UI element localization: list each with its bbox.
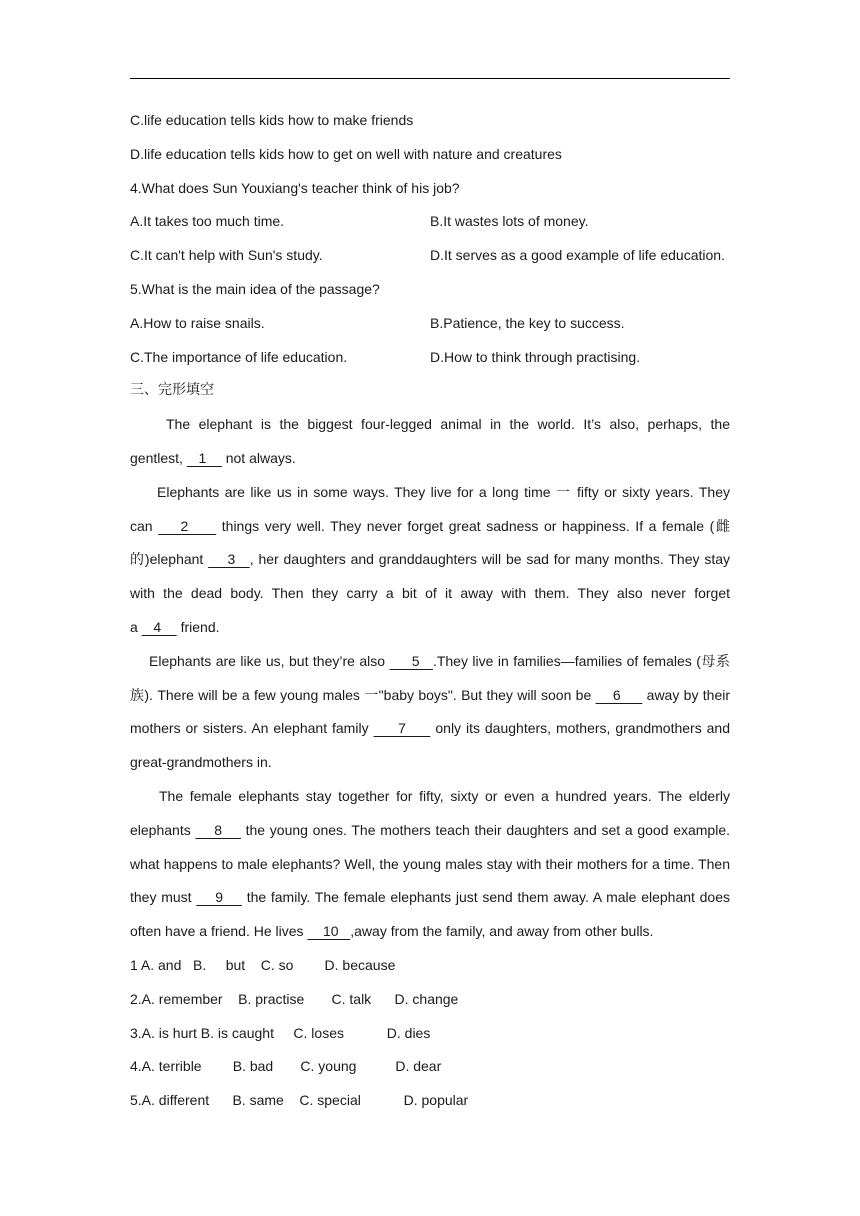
cloze-option-line: 1 A. and B. but C. so D. because bbox=[130, 956, 396, 973]
passage-line bbox=[130, 814, 730, 848]
question-line: 5.What is the main idea of the passage? bbox=[130, 280, 380, 297]
cloze-blank: 2 bbox=[158, 517, 217, 534]
passage-text: gentlest, bbox=[130, 449, 187, 466]
option-row bbox=[130, 307, 730, 341]
passage-text: ,away from the family, and away from other bulls. bbox=[350, 923, 654, 940]
passage-line bbox=[130, 442, 730, 476]
cloze-blank: 6 bbox=[595, 686, 643, 703]
cloze-option-line: 5.A. different B. same C. special D. popular bbox=[130, 1092, 469, 1109]
cloze-blank: 8 bbox=[195, 821, 241, 838]
option-row bbox=[130, 205, 730, 239]
cloze-option-line: 2.A. remember B. practise C. talk D. change bbox=[130, 990, 459, 1007]
passage-text: the young ones. The mothers teach their daughters and set a good example. bbox=[245, 821, 730, 838]
passage-text: Elephants are like us, but they’re also bbox=[149, 652, 390, 669]
passage-line bbox=[130, 611, 730, 645]
cloze-blank: 5 bbox=[389, 652, 433, 669]
passage-text: great-grandmothers in. bbox=[130, 754, 272, 771]
cloze-blank: 3 bbox=[208, 551, 250, 568]
passage-text: what happens to male elephants? Well, the young males stay with their mothers for a time. Then bbox=[130, 855, 730, 872]
option-right: B.It wastes lots of money. bbox=[430, 213, 589, 230]
passage-text: The elephant is the biggest four-legged animal in the world. It’s also, perhaps, the bbox=[166, 416, 730, 433]
passage-line bbox=[130, 645, 730, 679]
question-line: 4.What does Sun Youxiang's teacher think of his job? bbox=[130, 179, 460, 196]
cloze-blank: 1 bbox=[186, 449, 222, 466]
option-right: D.How to think through practising. bbox=[430, 348, 641, 365]
passage-text: often have a friend. He lives bbox=[130, 923, 308, 940]
option-right: D.It serves as a good example of life education. bbox=[430, 247, 725, 264]
passage-text: 的)elephant bbox=[130, 551, 209, 568]
header-rule bbox=[130, 78, 730, 79]
cloze-blank: 7 bbox=[373, 720, 431, 737]
passage-line bbox=[130, 712, 730, 746]
passage-line bbox=[130, 408, 730, 442]
option-left: A.It takes too much time. bbox=[130, 213, 285, 230]
option-left: C.It can't help with Sun's study. bbox=[130, 247, 323, 264]
option-right: B.Patience, the key to success. bbox=[430, 314, 625, 331]
section-title: 三、完形填空 bbox=[130, 382, 214, 399]
passage-line bbox=[130, 881, 730, 915]
cloze-option-line: 3.A. is hurt B. is caught C. loses D. dies bbox=[130, 1024, 431, 1041]
passage-text: .They live in families—families of females (母系 bbox=[432, 652, 730, 669]
option-left: A.How to raise snails. bbox=[130, 314, 265, 331]
passage-text: not always. bbox=[221, 449, 296, 466]
cloze-options bbox=[130, 949, 730, 1118]
cloze-passage bbox=[130, 408, 730, 949]
passage-text: 族). There will be a few young males 一"baby boys". But they will soon be bbox=[130, 686, 596, 703]
option-left: C.The importance of life education. bbox=[130, 348, 348, 365]
passage-text: elephants bbox=[130, 821, 196, 838]
option-row bbox=[130, 341, 730, 375]
passage-line bbox=[130, 543, 730, 577]
passage-text: a bbox=[130, 618, 142, 635]
passage-line bbox=[130, 679, 730, 713]
passage-line bbox=[130, 915, 730, 949]
passage-line bbox=[130, 780, 730, 814]
passage-text: can bbox=[130, 517, 159, 534]
cloze-option-line: 4.A. terrible B. bad C. young D. dear bbox=[130, 1058, 442, 1075]
passage-line bbox=[130, 577, 730, 611]
passage-line bbox=[130, 848, 730, 882]
passage-text: with the dead body. Then they carry a bit of it away with them. They also never forget bbox=[130, 585, 730, 602]
reading-questions bbox=[130, 104, 730, 374]
passage-text: away by their bbox=[642, 686, 730, 703]
passage-line bbox=[130, 510, 730, 544]
passage-text: mothers or sisters. An elephant family bbox=[130, 720, 374, 737]
passage-text: The female elephants stay together for fifty, sixty or even a hundred years. The elderly bbox=[159, 787, 730, 804]
cloze-blank: 4 bbox=[141, 618, 177, 635]
passage-text: only its daughters, mothers, grandmothers and bbox=[430, 720, 730, 737]
passage-text: Elephants are like us in some ways. They live for a long time 一 fifty or sixty years. They bbox=[157, 483, 730, 500]
question-line: C.life education tells kids how to make friends bbox=[130, 112, 414, 128]
passage-text: the family. The female elephants just send them away. A male elephant does bbox=[246, 889, 730, 906]
passage-line bbox=[130, 476, 730, 510]
option-row bbox=[130, 239, 730, 273]
question-line: D.life education tells kids how to get on well with nature and creatures bbox=[130, 145, 562, 162]
passage-text: things very well. They never forget great sadness or happiness. If a female (雌 bbox=[216, 517, 730, 534]
passage-line bbox=[130, 746, 730, 780]
passage-text: , her daughters and granddaughters will be sad for many months. They stay bbox=[249, 551, 730, 568]
document-body bbox=[130, 104, 730, 1118]
passage-text: friend. bbox=[176, 618, 220, 635]
cloze-blank: 10 bbox=[307, 923, 351, 940]
passage-text: they must bbox=[130, 889, 197, 906]
cloze-blank: 9 bbox=[196, 889, 242, 906]
